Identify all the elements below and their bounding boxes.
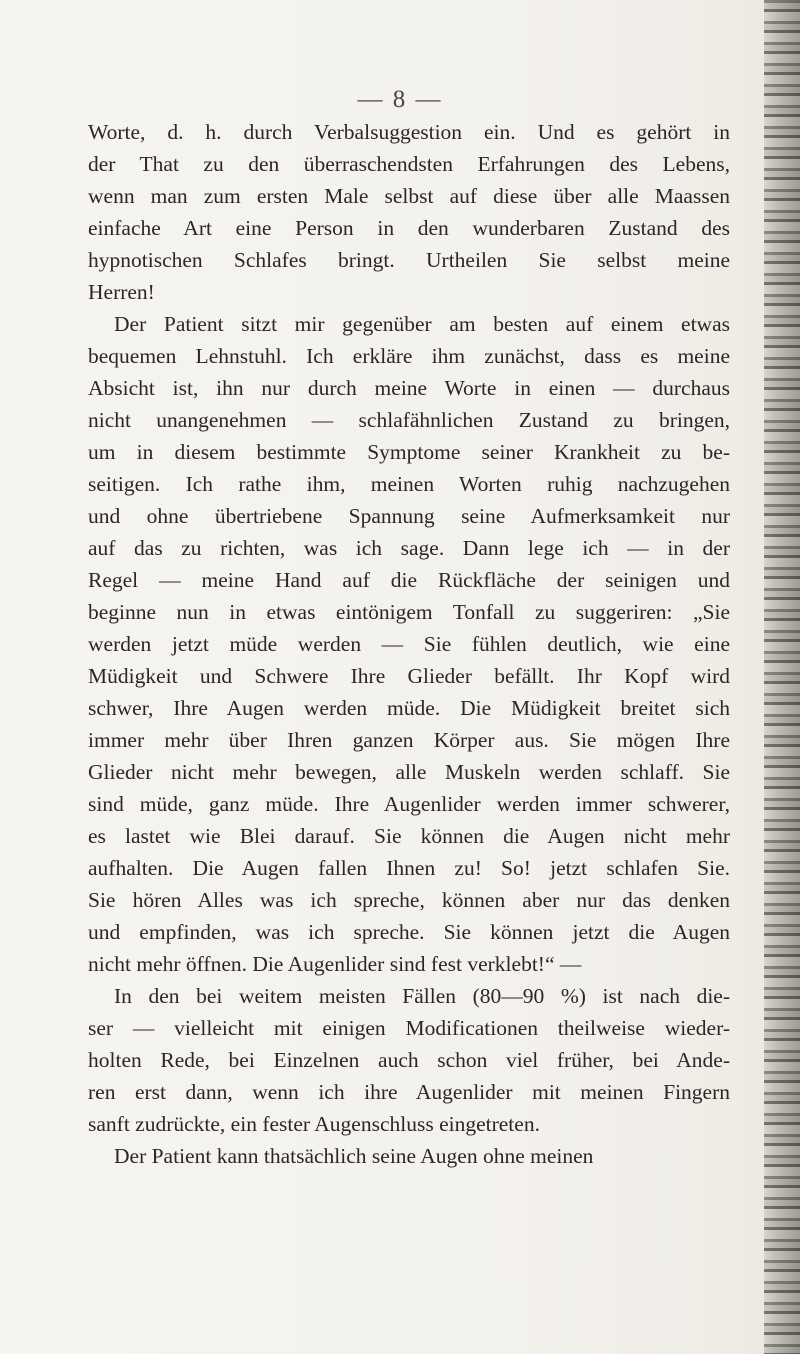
page-edge-shadow xyxy=(764,0,800,1354)
text-line: Herren! xyxy=(88,280,155,304)
text-line: beginne nun in etwas eintönigem Tonfall zu suggeriren: „Sie xyxy=(88,600,730,624)
text-line: auf das zu richten, was ich sage. Dann lege ich — in der xyxy=(88,536,730,560)
text-line: einfache Art eine Person in den wunderbaren Zustand des xyxy=(88,216,730,240)
text-line: Regel — meine Hand auf die Rückfläche der seinigen und xyxy=(88,568,730,592)
text-line: und empfinden, was ich spreche. Sie können jetzt die Augen xyxy=(88,920,730,944)
body-text xyxy=(88,116,730,1172)
text-line: es lastet wie Blei darauf. Sie können die Augen nicht mehr xyxy=(88,824,730,848)
text-line: Absicht ist, ihn nur durch meine Worte in einen — durchaus xyxy=(88,376,730,400)
text-line: immer mehr über Ihren ganzen Körper aus. Sie mögen Ihre xyxy=(88,728,730,752)
text-line: holten Rede, bei Einzelnen auch schon viel früher, bei Ande- xyxy=(88,1048,730,1072)
page-number: — 8 — xyxy=(357,86,443,113)
text-line: Müdigkeit und Schwere Ihre Glieder befällt. Ihr Kopf wird xyxy=(88,664,730,688)
text-line: aufhalten. Die Augen fallen Ihnen zu! So! jetzt schlafen Sie. xyxy=(88,856,730,880)
text-line: nicht mehr öffnen. Die Augenlider sind fest verklebt!“ — xyxy=(88,952,582,976)
text-line: sanft zudrückte, ein fester Augenschluss eingetreten. xyxy=(88,1112,540,1136)
text-line: Sie hören Alles was ich spreche, können aber nur das denken xyxy=(88,888,730,912)
text-line: In den bei weitem meisten Fällen (80—90 %) ist nach die- xyxy=(114,984,730,1008)
text-line: Worte, d. h. durch Verbalsuggestion ein. Und es gehört in xyxy=(88,120,730,144)
text-line: wenn man zum ersten Male selbst auf diese über alle Maassen xyxy=(88,184,730,208)
text-line: nicht unangenehmen — schlafähnlichen Zustand zu bringen, xyxy=(88,408,730,432)
text-line: Glieder nicht mehr bewegen, alle Muskeln werden schlaff. Sie xyxy=(88,760,730,784)
text-line: Der Patient kann thatsächlich seine Augen ohne meinen xyxy=(114,1144,594,1168)
text-line: um in diesem bestimmte Symptome seiner Krankheit zu be- xyxy=(88,440,730,464)
text-line: bequemen Lehnstuhl. Ich erkläre ihm zunächst, dass es meine xyxy=(88,344,730,368)
text-line: ser — vielleicht mit einigen Modificationen theilweise wieder- xyxy=(88,1016,730,1040)
text-line: schwer, Ihre Augen werden müde. Die Müdigkeit breitet sich xyxy=(88,696,730,720)
text-line: Der Patient sitzt mir gegenüber am besten auf einem etwas xyxy=(114,312,730,336)
text-line: seitigen. Ich rathe ihm, meinen Worten ruhig nachzugehen xyxy=(88,472,730,496)
text-line: und ohne übertriebene Spannung seine Aufmerksamkeit nur xyxy=(88,504,730,528)
text-line: ren erst dann, wenn ich ihre Augenlider mit meinen Fingern xyxy=(88,1080,730,1104)
text-line: sind müde, ganz müde. Ihre Augenlider werden immer schwerer, xyxy=(88,792,730,816)
text-line: hypnotischen Schlafes bringt. Urtheilen Sie selbst meine xyxy=(88,248,730,272)
text-line: der That zu den überraschendsten Erfahrungen des Lebens, xyxy=(88,152,730,176)
text-line: werden jetzt müde werden — Sie fühlen deutlich, wie eine xyxy=(88,632,730,656)
